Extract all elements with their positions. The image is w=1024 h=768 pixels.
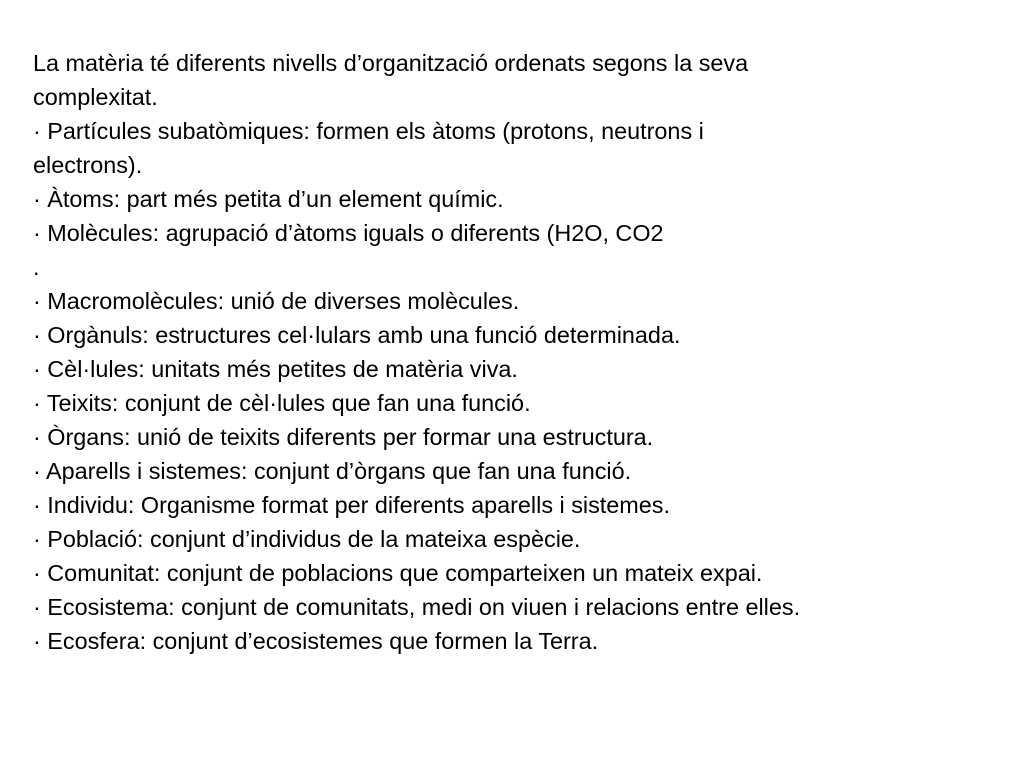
list-item-ecosystem: · Ecosistema: conjunt de comunitats, medi on viuen i relacions entre elles. (33, 594, 801, 620)
list-item-community: · Comunitat: conjunt de poblacions que comparteixen un mateix expai. (33, 560, 763, 586)
list-item-subatomic-particles: · Partícules subatòmiques: formen els àtoms (protons, neutrons i (33, 118, 704, 144)
list-item-macromolecules: · Macromolècules: unió de diverses molècules. (33, 288, 520, 314)
list-item-systems: · Aparells i sistemes: conjunt d’òrgans que fan una funció. (33, 458, 632, 484)
list-item-subatomic-particles-cont: electrons). (33, 152, 143, 178)
intro-line-2: complexitat. (33, 84, 158, 110)
list-item-ecosphere: · Ecosfera: conjunt d’ecosistemes que formen la Terra. (33, 628, 599, 654)
list-item-tissues: · Teixits: conjunt de cèl·lules que fan una funció. (33, 390, 531, 416)
list-item-molecules: · Molècules: agrupació d’àtoms iguals o diferents (H2O, CO2 (33, 220, 664, 246)
list-item-cells: · Cèl·lules: unitats més petites de matèria viva. (33, 356, 518, 382)
list-item-organelles: · Orgànuls: estructures cel·lulars amb una funció determinada. (33, 322, 681, 348)
list-item-atoms: · Àtoms: part més petita d’un element químic. (33, 186, 504, 212)
list-item-individual: · Individu: Organisme format per diferents aparells i sistemes. (33, 492, 670, 518)
list-item-population: · Població: conjunt d’individus de la mateixa espècie. (33, 526, 581, 552)
list-item-organs: · Òrgans: unió de teixits diferents per formar una estructura. (33, 424, 654, 450)
slide-text-body (33, 46, 993, 658)
intro-line-1: La matèria té diferents nivells d’organització ordenats segons la seva (33, 50, 749, 76)
list-item-molecules-cont: . (33, 254, 40, 280)
